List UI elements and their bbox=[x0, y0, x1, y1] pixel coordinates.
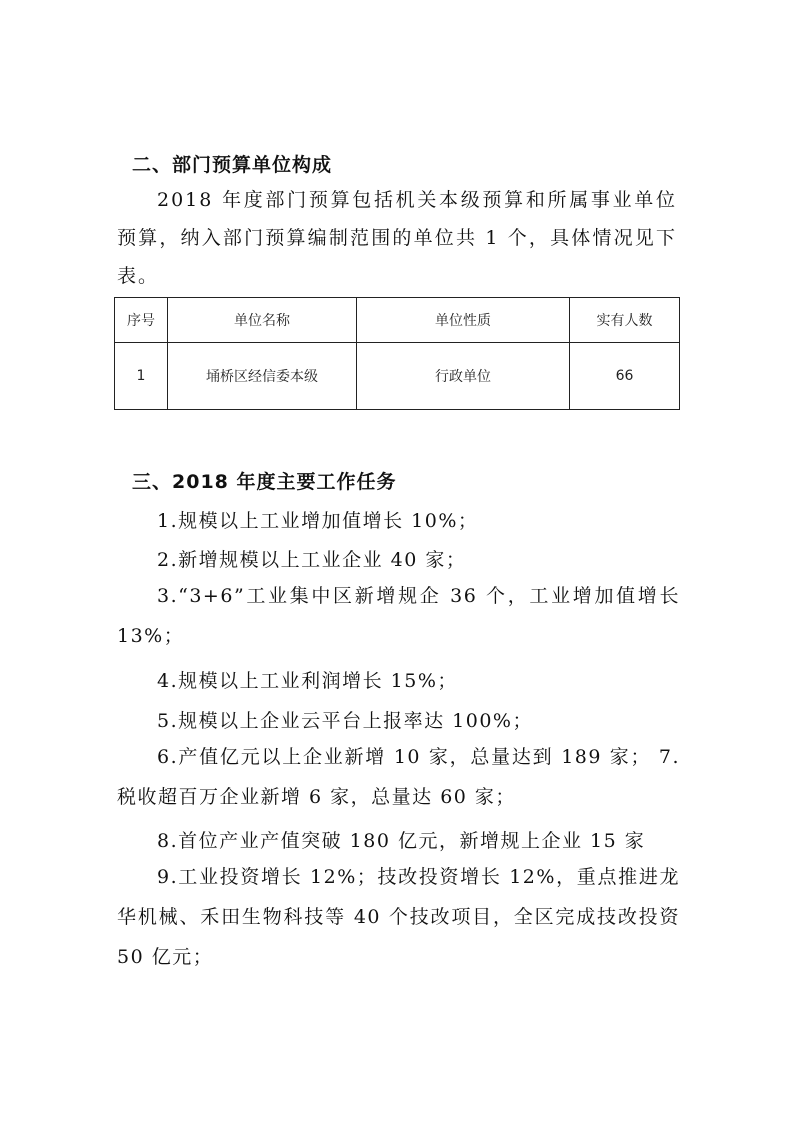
header-cell-unit-type: 单位性质 bbox=[357, 298, 570, 343]
task-item-8: 8.首位产业产值突破 180 亿元，新增规上企业 15 家 bbox=[157, 830, 646, 852]
header-cell-index: 序号 bbox=[115, 298, 168, 343]
table-header-row bbox=[115, 298, 680, 343]
task-item-3: 3.“3+6”工业集中区新增规企 36 个，工业增加值增长 13%； bbox=[117, 585, 680, 647]
section-2-heading: 二、部门预算单位构成 bbox=[132, 154, 333, 176]
table-row bbox=[115, 343, 680, 410]
task-item-5: 5.规模以上企业云平台上报率达 100%； bbox=[157, 710, 533, 732]
task-item-4: 4.规模以上工业利润增长 15%； bbox=[157, 670, 458, 692]
cell-index: 1 bbox=[115, 343, 168, 410]
header-cell-unit-name: 单位名称 bbox=[168, 298, 357, 343]
task-item-6-7: 6.产值亿元以上企业新增 10 家，总量达到 189 家； 7.税收超百万企业新增 6 家，总量达 60 家； bbox=[117, 746, 680, 808]
task-item-9: 9.工业投资增长 12%；技改投资增长 12%，重点推进龙华机械、禾田生物科技等 40 个技改项目，全区完成技改投资 50 亿元； bbox=[117, 866, 680, 968]
task-item-1: 1.规模以上工业增加值增长 10%； bbox=[157, 510, 479, 532]
cell-unit-type: 行政单位 bbox=[357, 343, 570, 410]
cell-unit-name: 埇桥区经信委本级 bbox=[168, 343, 357, 410]
cell-headcount: 66 bbox=[570, 343, 680, 410]
section-3-heading: 三、2018 年度主要工作任务 bbox=[132, 471, 397, 493]
budget-units-table bbox=[114, 297, 680, 410]
header-cell-headcount: 实有人数 bbox=[570, 298, 680, 343]
task-item-2: 2.新增规模以上工业企业 40 家； bbox=[157, 549, 467, 571]
section-2-paragraph: 2018 年度部门预算包括机关本级预算和所属事业单位预算，纳入部门预算编制范围的单位共 1 个，具体情况见下表。 bbox=[117, 189, 677, 287]
